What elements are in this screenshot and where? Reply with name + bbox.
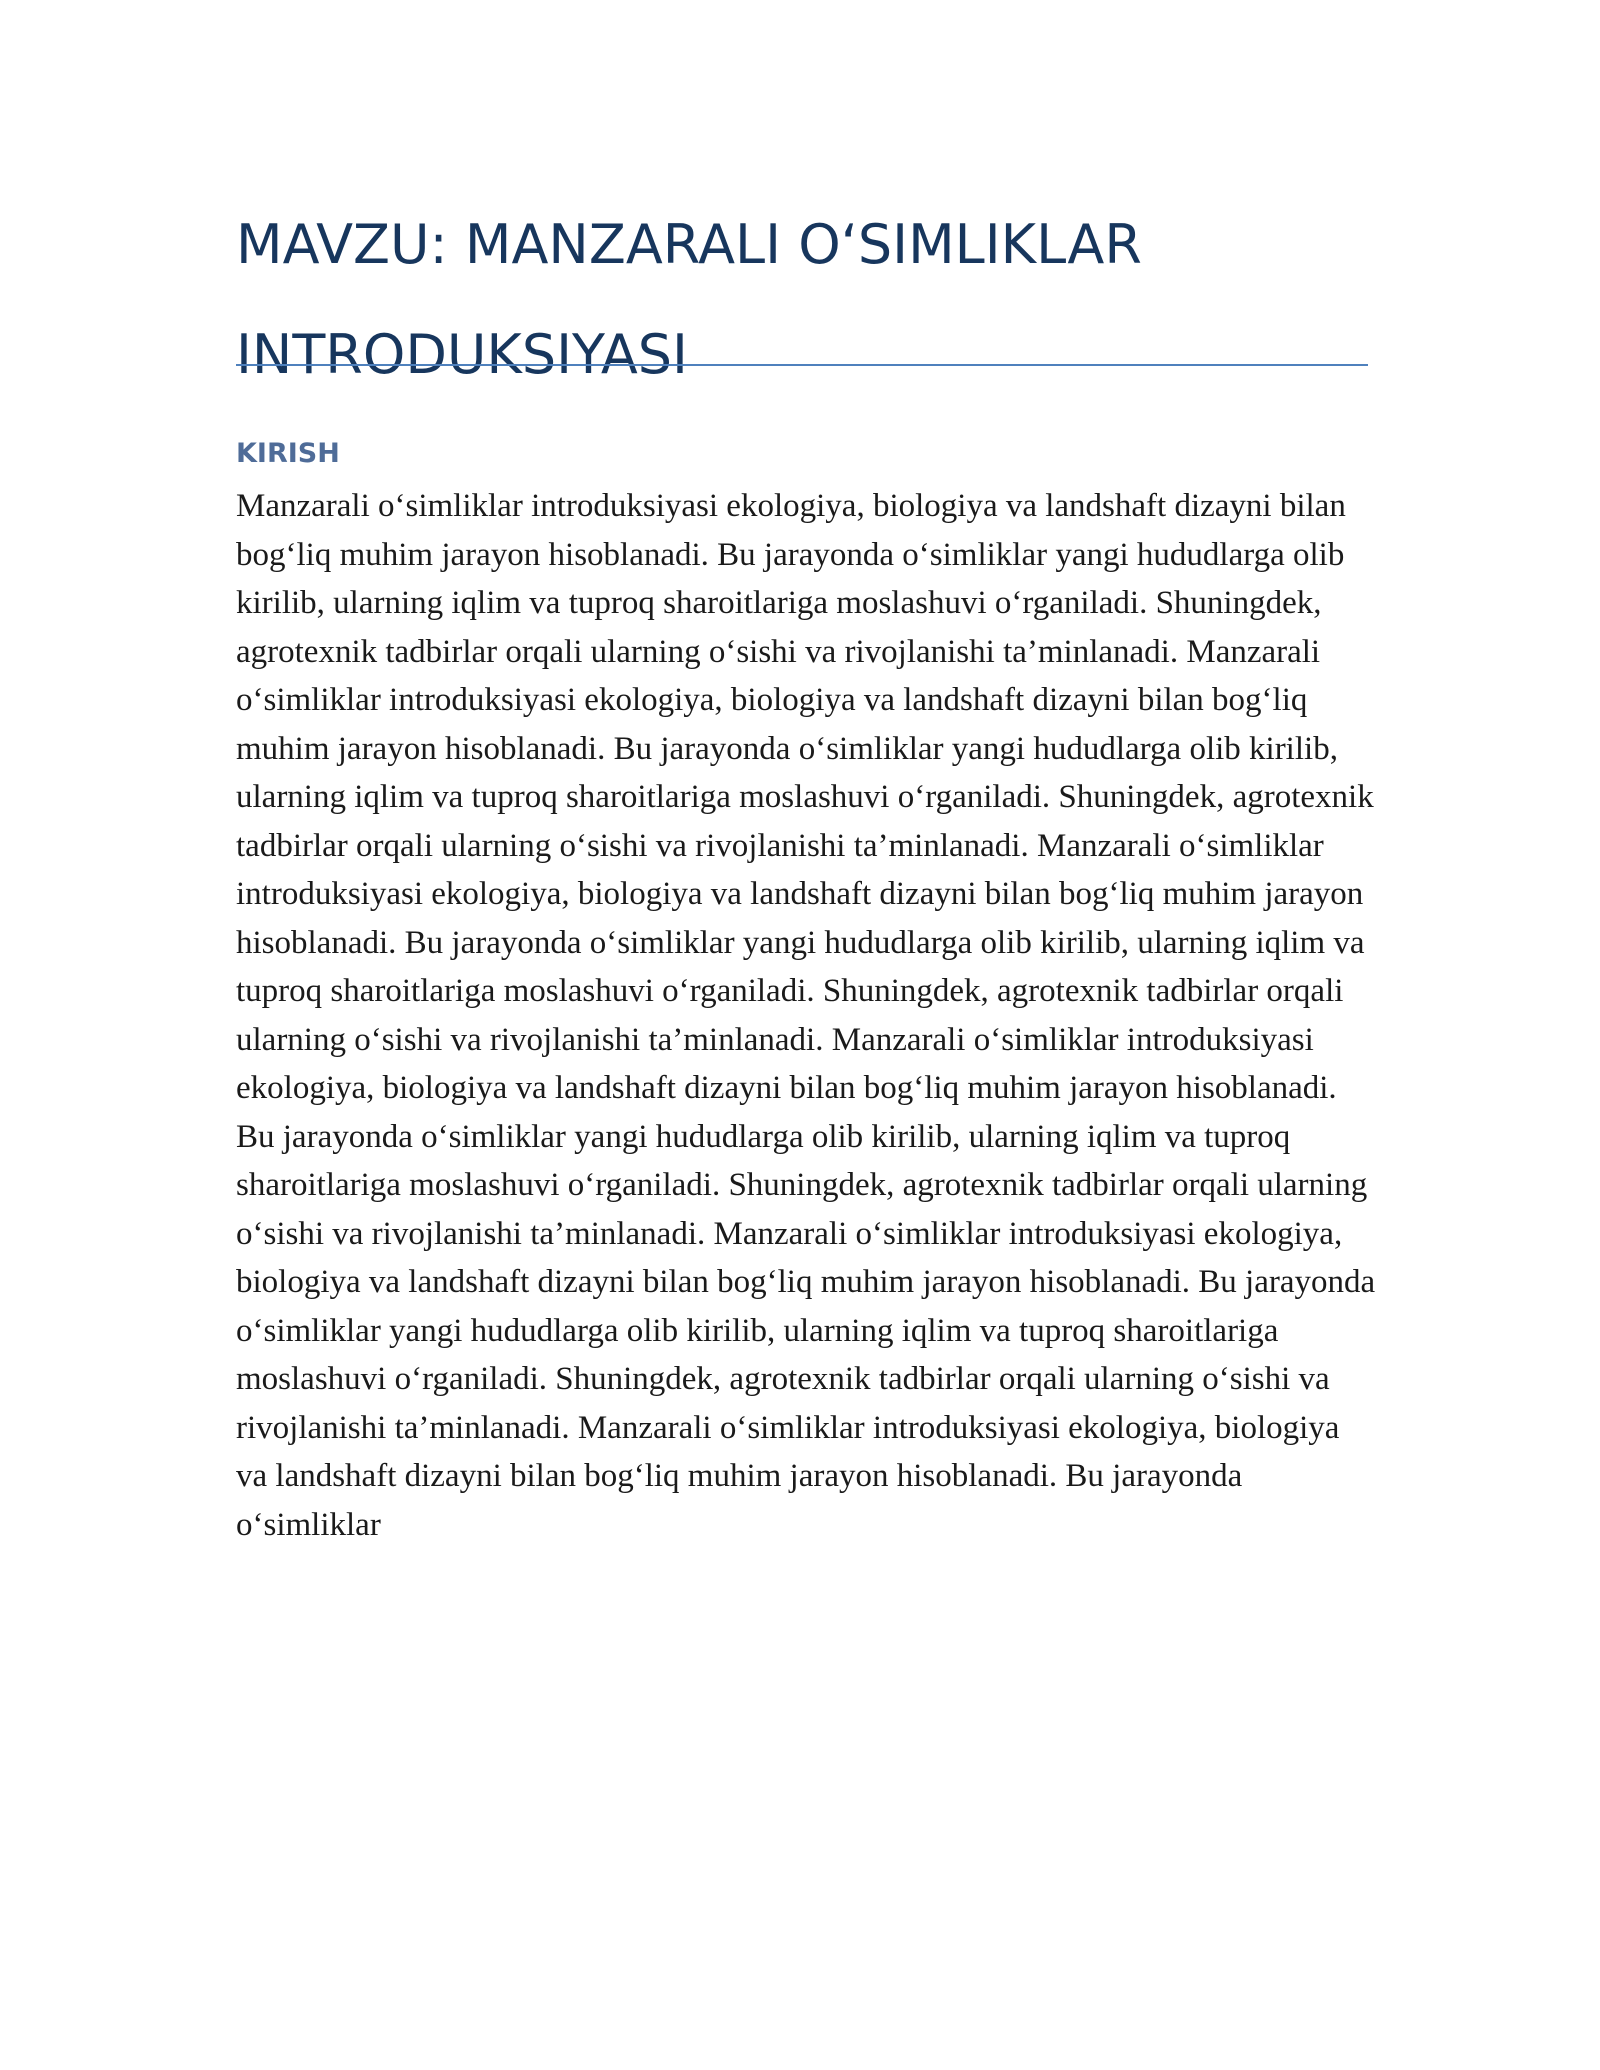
document-title: MAVZU: MANZARALI O‘SIMLIKLAR INTRODUKSIYASI xyxy=(236,213,1142,386)
body-paragraph: Manzarali o‘simliklar introduksiyasi ekologiya, biologiya va landshaft dizayni bilan bog‘liq muhim jarayon hisoblanadi. Bu jarayonda o‘simliklar yangi hududlarga olib kirilib, ularning iqlim va tuproq sharoitlariga moslashuvi o‘rganiladi. Shuningdek, agrotexnik tadbirlar orqali ularning o‘sishi va rivojlanishi ta’minlanadi. Manzarali o‘simliklar introduksiyasi ekologiya, biologiya va landshaft dizayni bilan bog‘liq muhim jarayon hisoblanadi. Bu jarayonda o‘simliklar yangi hududlarga olib kirilib, ularning iqlim va tuproq sharoitlariga moslashuvi o‘rganiladi. Shuningdek, agrotexnik tadbirlar orqali ularning o‘sishi va rivojlanishi ta’minlanadi. Manzarali o‘simliklar introduksiyasi ekologiya, biologiya va landshaft dizayni bilan bog‘liq muhim jarayon hisoblanadi. Bu jarayonda o‘simliklar yangi hududlarga olib kirilib, ularning iqlim va tuproq sharoitlariga moslashuvi o‘rganiladi. Shuningdek, agrotexnik tadbirlar orqali ularning o‘sishi va rivojlanishi ta’minlanadi. Manzarali o‘simliklar introduksiyasi ekologiya, biologiya va landshaft dizayni bilan bog‘liq muhim jarayon hisoblanadi. Bu jarayonda o‘simliklar yangi hududlarga olib kirilib, ularning iqlim va tuproq sharoitlariga moslashuvi o‘rganiladi. Shuningdek, agrotexnik tadbirlar orqali ularning o‘sishi va rivojlanishi ta’minlanadi. Manzarali o‘simliklar introduksiyasi ekologiya, biologiya va landshaft dizayni bilan bog‘liq muhim jarayon hisoblanadi. Bu jarayonda o‘simliklar yangi hududlarga olib kirilib, ularning iqlim va tuproq sharoitlariga moslashuvi o‘rganiladi. Shuningdek, agrotexnik tadbirlar orqali ularning o‘sishi va rivojlanishi ta’minlanadi. Manzarali o‘simliklar introduksiyasi ekologiya, biologiya va landshaft dizayni bilan bog‘liq muhim jarayon hisoblanadi. Bu jarayonda o‘simliklar xyxy=(236,488,1376,1543)
title-divider xyxy=(236,364,1368,366)
section-heading: KIRISH xyxy=(236,438,340,469)
